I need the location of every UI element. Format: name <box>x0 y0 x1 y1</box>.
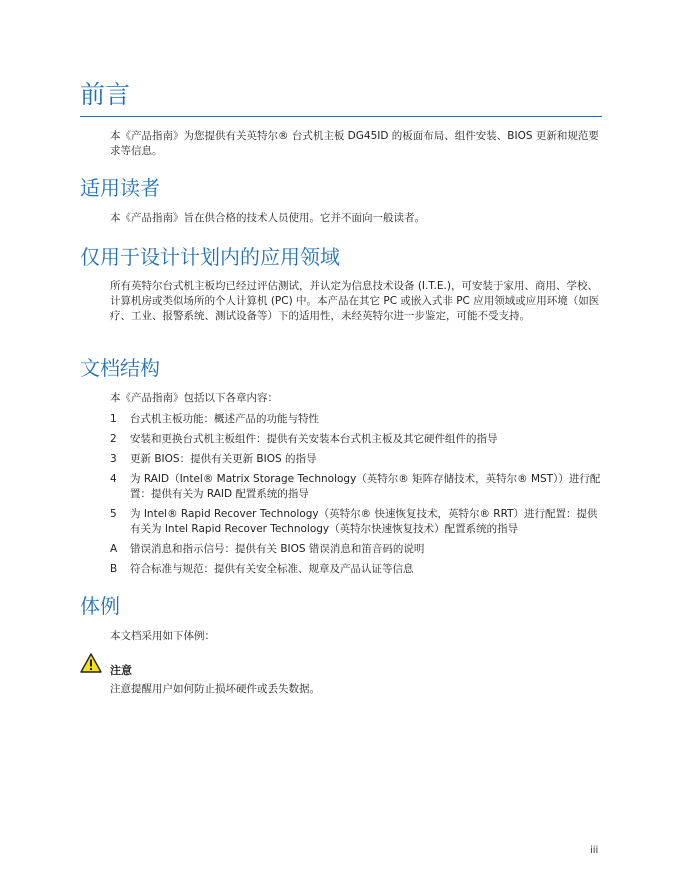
list-item-text: 为 RAID（Intel® Matrix Storage Technology（英特尔® 矩阵存储技术，英特尔® MST））进行配置：提供有关为 RAID 配置系统的指导 <box>130 473 601 500</box>
list-item-number: 1 <box>110 413 117 425</box>
page-number: iii <box>590 845 599 856</box>
list-item-number: A <box>110 543 118 555</box>
list-item-number: 4 <box>110 473 117 485</box>
list-item <box>110 452 605 467</box>
list-item <box>110 412 605 427</box>
audience-title: 适用读者 <box>80 176 160 200</box>
conventions-title: 体例 <box>80 594 120 618</box>
list-item-number: B <box>110 563 118 575</box>
list-item <box>110 507 605 537</box>
list-item-text: 台式机主板功能：概述产品的功能与特性 <box>130 413 319 425</box>
list-item-text: 符合标准与规范：提供有关安全标准、规章及产品认证等信息 <box>130 563 414 575</box>
intended-use-title: 仅用于设计计划内的应用领域 <box>80 245 340 269</box>
note-text: 注意提醒用户如何防止损坏硬件或丢失数据。 <box>110 683 320 695</box>
list-item-text: 为 Intel® Rapid Recover Technology（英特尔® 快速恢复技术，英特尔® RRT）进行配置：提供有关为 Intel Rapid Recover Technology（英特尔快速恢复技术）配置系统的指导 <box>130 508 598 535</box>
list-item-text: 更新 BIOS：提供有关更新 BIOS 的指导 <box>130 453 317 465</box>
doc-structure-title: 文档结构 <box>80 356 160 380</box>
preface-text: 本《产品指南》为您提供有关英特尔® 台式机主板 DG45ID 的板面布局、组件安装、BIOS 更新和规范要求等信息。 <box>110 130 599 157</box>
list-item-number: 2 <box>110 433 117 445</box>
list-item <box>110 542 605 557</box>
list-item <box>110 432 605 447</box>
note-title: 注意 <box>110 664 132 677</box>
list-item-text: 错误消息和指示信号：提供有关 BIOS 错误消息和笛音码的说明 <box>130 543 425 555</box>
doc-structure-intro: 本《产品指南》包括以下各章内容： <box>110 392 278 404</box>
intended-use-text: 所有英特尔台式机主板均已经过评估测试，并认定为信息技术设备 (I.T.E.)，可安装于家用、商用、学校、计算机房或类似场所的个人计算机 (PC) 中。本产品在其它 PC 或嵌入式非 PC 应用领域或应用环境（如医疗、工业、报警系统、测试设备等）下的适用性，未经英特尔进一步鉴定，可能不受支持。 <box>110 280 600 322</box>
preface-title: 前言 <box>80 78 602 117</box>
list-item-number: 5 <box>110 508 117 520</box>
list-item-number: 3 <box>110 453 117 465</box>
conventions-intro: 本文档采用如下体例： <box>110 630 215 642</box>
warning-triangle-icon <box>80 653 102 673</box>
list-item-text: 安装和更换台式机主板组件：提供有关安装本台式机主板及其它硬件组件的指导 <box>130 433 498 445</box>
audience-text: 本《产品指南》旨在供合格的技术人员使用。它并不面向一般读者。 <box>110 212 425 224</box>
chapter-list <box>110 412 605 577</box>
list-item <box>110 472 605 502</box>
list-item <box>110 562 605 577</box>
